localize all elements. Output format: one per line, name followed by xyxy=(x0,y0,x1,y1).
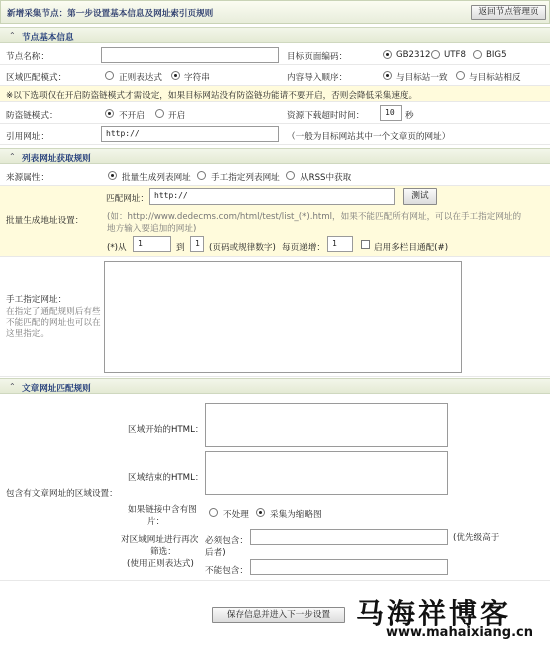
encoding-gb2312-radio[interactable] xyxy=(383,50,392,59)
manual-url-hint: 在指定了通配规则后有些 xyxy=(6,307,101,317)
manual-url-hint: 这里指定。 xyxy=(6,329,49,339)
region-start-textarea[interactable] xyxy=(205,403,448,447)
collapse-icon[interactable]: ⌃ xyxy=(9,382,16,391)
batch-setting-row xyxy=(0,186,550,257)
encoding-utf8-radio[interactable] xyxy=(431,50,440,59)
radio-label: 与目标站一致 xyxy=(396,73,448,83)
radio-label: 不开启 xyxy=(119,111,145,121)
anti-leech-on-radio[interactable] xyxy=(155,109,164,118)
form-row xyxy=(0,124,550,145)
anti-leech-label: 防盗链模式： xyxy=(6,111,58,121)
step-label: 每页递增： xyxy=(282,243,325,253)
section-title: 文章网址匹配规则 xyxy=(22,384,91,394)
encoding-label: 目标页面编码： xyxy=(287,52,348,62)
site-url: www.mahaixiang.cn xyxy=(386,625,534,640)
collapse-icon[interactable]: ⌃ xyxy=(9,152,16,161)
as-thumbnail-radio[interactable] xyxy=(256,508,265,517)
step-input[interactable]: 1 xyxy=(327,236,353,252)
seconds-label: 秒 xyxy=(405,111,414,121)
radio-label: 字符串 xyxy=(184,73,210,83)
source-label: 来源属性： xyxy=(6,173,49,183)
order-same-radio[interactable] xyxy=(383,71,392,80)
import-order-label: 内容导入顺序： xyxy=(287,73,348,83)
form-row xyxy=(0,44,550,65)
save-and-next-button[interactable]: 保存信息并进入下一步设置 xyxy=(212,607,345,623)
section-title: 节点基本信息 xyxy=(22,33,74,43)
radio-label: 不处理 xyxy=(223,510,249,520)
site-logo: 马海祥博客 xyxy=(356,597,512,630)
ref-url-hint: （一般为目标网站其中一个文章页的网址） xyxy=(287,132,451,142)
match-url-hint: 地方输入要追加的网址) xyxy=(107,224,197,234)
multi-column-checkbox[interactable] xyxy=(361,240,370,249)
checkbox-label: 启用多栏目通配(#) xyxy=(374,243,449,253)
page-title: 新增采集节点：第一步设置基本信息及网址索引页规则 xyxy=(7,9,214,19)
radio-label: UTF8 xyxy=(444,50,466,60)
must-contain-label: 必须包含： xyxy=(205,536,248,546)
manual-url-textarea[interactable] xyxy=(104,261,462,373)
from-label: (*)从 xyxy=(107,243,127,253)
filter-label: 对区域网址进行再次 xyxy=(121,535,199,545)
region-setting-row xyxy=(0,395,550,581)
timeout-label: 资源下载超时时间： xyxy=(287,111,365,121)
timeout-input[interactable]: 10 xyxy=(380,105,402,121)
batch-setting-label: 批量生成地址设置： xyxy=(6,216,84,226)
radio-label: 与目标站相反 xyxy=(469,73,521,83)
match-url-hint: (如：http://www.dedecms.com/html/test/list_(*).html，如果不能匹配所有网址，可以在手工指定网址的 xyxy=(107,212,522,222)
section-article-url-header[interactable] xyxy=(0,378,550,394)
back-to-node-list-button[interactable]: 返回节点管理页 xyxy=(471,5,546,20)
batch-generate-radio[interactable] xyxy=(108,171,117,180)
manual-url-row xyxy=(0,257,550,377)
match-url-input[interactable]: http:// xyxy=(149,188,395,205)
regex-radio[interactable] xyxy=(105,71,114,80)
rss-radio[interactable] xyxy=(286,171,295,180)
form-row xyxy=(0,102,550,124)
image-link-label: 如果链接中含有图 xyxy=(128,505,197,515)
radio-label: 采集为缩略图 xyxy=(270,510,322,520)
must-not-contain-input[interactable] xyxy=(250,559,448,575)
node-name-input[interactable] xyxy=(101,47,279,63)
must-contain-hint: 后者) xyxy=(205,548,226,558)
match-url-label: 匹配网址： xyxy=(106,194,149,204)
radio-label: 批量生成列表网址 xyxy=(122,173,191,183)
manual-list-radio[interactable] xyxy=(197,171,206,180)
region-end-textarea[interactable] xyxy=(205,451,448,495)
manual-url-hint: 不能匹配的网址也可以在 xyxy=(6,318,101,328)
ref-url-label: 引用网址： xyxy=(6,132,49,142)
form-row xyxy=(0,165,550,186)
node-name-label: 节点名称： xyxy=(6,52,49,62)
manual-url-label: 手工指定网址： xyxy=(6,295,67,305)
image-link-label: 片： xyxy=(147,517,165,527)
section-title: 列表网址获取规则 xyxy=(22,154,91,164)
filter-label: 筛选： xyxy=(150,547,176,557)
collapse-icon[interactable]: ⌃ xyxy=(9,31,16,40)
page-hint: (页码或规律数字) xyxy=(209,243,276,253)
notice-text: ※以下选项仅在开启防盗链模式才需设定，如果目标网站没有防盗链功能请不要开启，否则会降低采集速度。 xyxy=(6,91,418,101)
anti-leech-notice xyxy=(0,86,550,102)
radio-label: 手工指定列表网址 xyxy=(211,173,280,183)
ref-url-input[interactable]: http:// xyxy=(101,126,279,142)
must-contain-input[interactable] xyxy=(250,529,448,545)
anti-leech-off-radio[interactable] xyxy=(105,109,114,118)
must-not-contain-label: 不能包含： xyxy=(205,566,248,576)
filter-label: (使用正则表达式) xyxy=(127,559,194,569)
radio-label: BIG5 xyxy=(486,50,507,60)
radio-label: 正则表达式 xyxy=(119,73,162,83)
page-from-input[interactable]: 1 xyxy=(133,236,171,252)
form-row xyxy=(0,65,550,86)
must-contain-hint: (优先级高于 xyxy=(453,533,500,543)
section-basic-info-header[interactable] xyxy=(0,27,550,43)
region-end-label: 区域结束的HTML： xyxy=(128,473,204,483)
region-start-label: 区域开始的HTML： xyxy=(128,425,204,435)
no-process-radio[interactable] xyxy=(209,508,218,517)
to-label: 到 xyxy=(176,243,185,253)
match-mode-label: 区域匹配模式： xyxy=(6,73,67,83)
region-setting-label: 包含有文章网址的区域设置： xyxy=(6,489,118,499)
radio-label: 开启 xyxy=(168,111,186,121)
radio-label: GB2312 xyxy=(396,50,431,60)
order-reverse-radio[interactable] xyxy=(456,71,465,80)
page-to-input[interactable]: 1 xyxy=(190,236,204,252)
test-button[interactable]: 测试 xyxy=(403,188,437,205)
string-radio[interactable] xyxy=(171,71,180,80)
radio-label: 从RSS中获取 xyxy=(300,173,352,183)
encoding-big5-radio[interactable] xyxy=(473,50,482,59)
page-header xyxy=(0,0,550,24)
section-list-url-header[interactable] xyxy=(0,148,550,164)
